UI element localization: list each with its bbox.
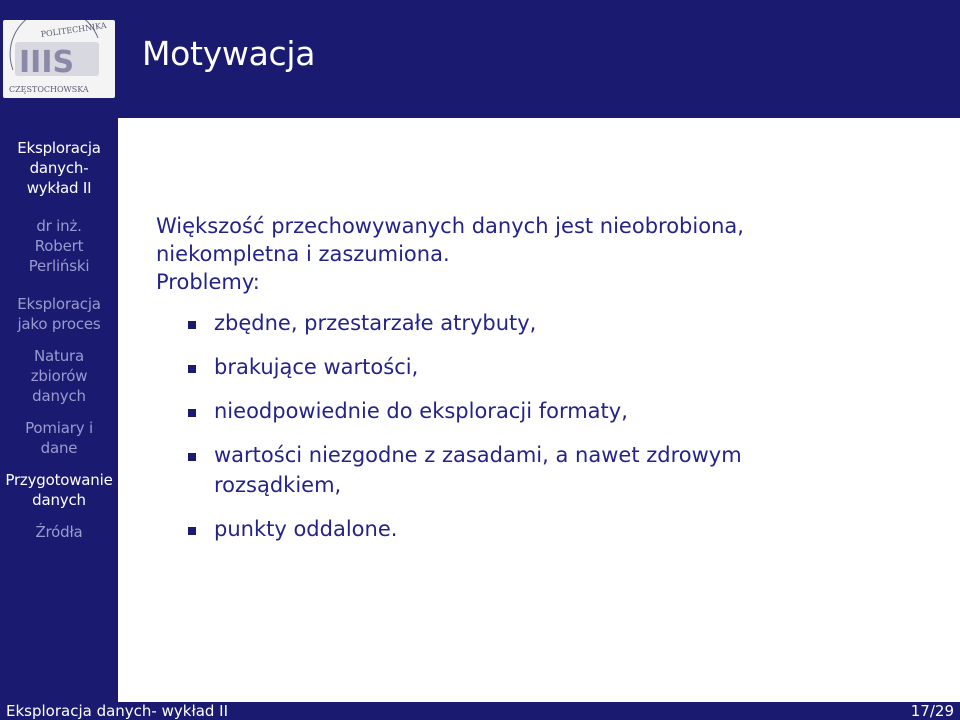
page-number: 17/29	[910, 702, 954, 720]
list-item: brakujące wartości,	[156, 352, 936, 382]
list-item: zbędne, przestarzałe atrybuty,	[156, 308, 936, 338]
problems-list	[156, 308, 936, 544]
sidebar-navigation	[0, 138, 118, 554]
sidebar-item-natura-zbiorow-danych[interactable]: Natura zbiorów danych	[30, 347, 88, 405]
sidebar-item-pomiary-i-dane[interactable]: Pomiary i dane	[25, 419, 93, 457]
logo-emblem-icon	[3, 20, 115, 98]
footer-presentation-title[interactable]: Eksploracja danych- wykład II	[6, 702, 229, 720]
list-item: wartości niezgodne z zasadami, a nawet zdrowym rozsądkiem,	[156, 440, 936, 500]
university-logo	[3, 20, 115, 98]
square-bullet-icon	[188, 321, 196, 329]
sidebar-presentation-title[interactable]: Eksploracja danych- wykład II	[17, 139, 101, 197]
sidebar	[0, 0, 118, 702]
square-bullet-icon	[188, 527, 196, 535]
sidebar-author[interactable]: dr inż. Robert Perliński	[28, 217, 90, 275]
list-item: nieodpowiednie do eksploracji formaty,	[156, 396, 936, 426]
logo-ring-top-text: POLITECHNIKA	[40, 20, 108, 40]
sidebar-item-zrodla[interactable]: Źródła	[35, 523, 83, 541]
slide-footer	[0, 702, 960, 720]
logo-ring-bottom-text: CZĘSTOCHOWSKA	[9, 85, 89, 94]
slide-header	[118, 0, 960, 118]
intro-text-line-2: niekompletna i zaszumiona.	[156, 242, 450, 266]
intro-text-line-1: Większość przechowywanych danych jest nieobrobiona,	[156, 214, 744, 238]
list-item: punkty oddalone.	[156, 514, 936, 544]
slide-content	[156, 212, 936, 558]
problems-label: Problemy:	[156, 270, 260, 294]
square-bullet-icon	[188, 453, 196, 461]
sidebar-item-eksploracja-jako-proces[interactable]: Eksploracja jako proces	[17, 295, 101, 333]
slide-title: Motywacja	[142, 34, 316, 73]
square-bullet-icon	[188, 365, 196, 373]
logo-mark-text: IIIS	[19, 45, 75, 80]
sidebar-item-przygotowanie-danych[interactable]: Przygotowanie danych	[5, 471, 113, 509]
square-bullet-icon	[188, 409, 196, 417]
